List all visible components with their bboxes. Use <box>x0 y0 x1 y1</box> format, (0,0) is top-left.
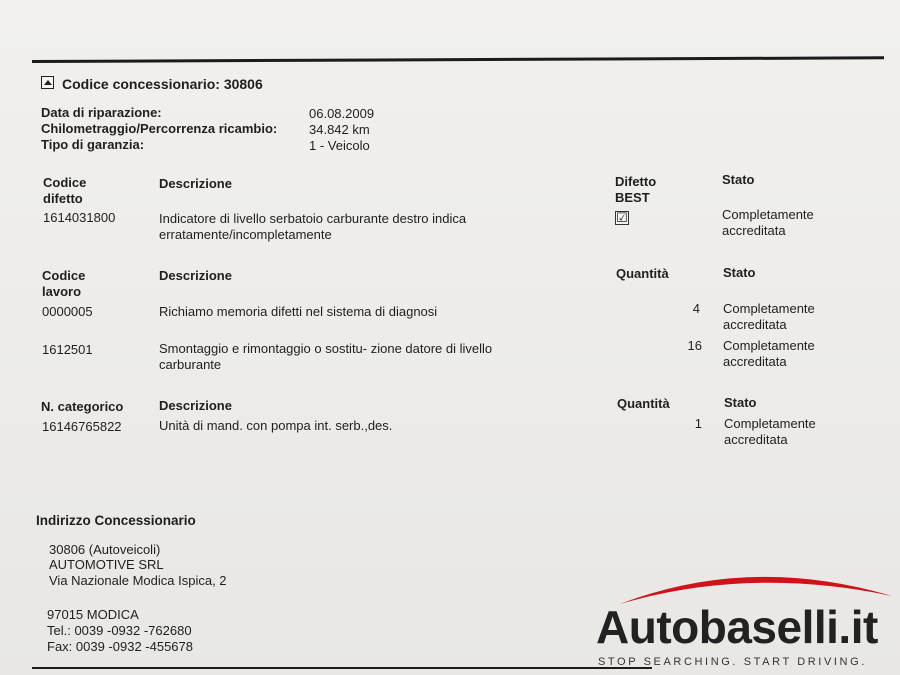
address-line-2: AUTOMOTIVE SRL <box>49 557 164 572</box>
dealer-fax: Fax: 0039 -0932 -455678 <box>47 639 193 654</box>
parts-status-header: Stato <box>724 395 757 410</box>
dealer-code-title: Codice concessionario: 30806 <box>62 76 263 92</box>
top-rule <box>32 56 884 63</box>
defect-description-header: Descrizione <box>159 176 232 191</box>
defect-description-line2: erratamente/incompletamente <box>159 227 332 242</box>
repair-date-label: Data di riparazione: <box>41 105 162 120</box>
defect-best-header-line2: BEST <box>615 190 650 205</box>
labor-status-header: Stato <box>723 265 756 280</box>
parts-quantity: 1 <box>694 416 702 431</box>
labor-quantity: 16 <box>687 338 702 353</box>
labor-description-line2: carburante <box>159 357 222 372</box>
dealer-phone: Tel.: 0039 -0932 -762680 <box>47 623 192 638</box>
warranty-type-label: Tipo di garanzia: <box>41 137 145 152</box>
parts-code: 16146765822 <box>42 419 122 434</box>
labor-quantity-header: Quantità <box>616 266 669 281</box>
labor-code: 1612501 <box>42 342 93 357</box>
parts-description: Unità di mand. con pompa int. serb.,des. <box>159 418 393 433</box>
parts-code-header: N. categorico <box>41 399 124 414</box>
labor-description-header: Descrizione <box>159 268 232 283</box>
labor-status: Completamente <box>723 338 815 353</box>
labor-quantity: 4 <box>692 301 700 316</box>
defect-code: 1614031800 <box>43 210 116 225</box>
address-line-1: 30806 (Autoveicoli) <box>49 542 161 557</box>
watermark-brand: Autobaselli.it <box>596 601 878 653</box>
repair-date-value: 06.08.2009 <box>309 106 375 121</box>
labor-code-header: Codice <box>42 268 86 283</box>
labor-status-line2: accreditata <box>723 354 787 369</box>
bottom-rule <box>32 667 652 669</box>
defect-code-header-line2: difetto <box>43 191 83 206</box>
labor-status-line2: accreditata <box>723 317 787 332</box>
labor-code: 0000005 <box>42 304 93 319</box>
labor-description: Richiamo memoria difetti nel sistema di diagnosi <box>159 304 438 319</box>
defect-description: Indicatore di livello serbatoio carburante destro indica <box>159 211 467 226</box>
defect-status: Completamente <box>722 207 814 222</box>
labor-status: Completamente <box>723 301 815 316</box>
parts-status-line2: accreditata <box>724 432 788 447</box>
address-city: 97015 MODICA <box>47 607 139 622</box>
best-defect-checkbox[interactable]: ☑ <box>616 210 628 225</box>
warranty-type-value: 1 - Veicolo <box>309 138 370 153</box>
labor-code-header-line2: lavoro <box>42 284 82 299</box>
defect-status-line2: accreditata <box>722 223 786 238</box>
parts-description-header: Descrizione <box>159 398 232 413</box>
mileage-label: Chilometraggio/Percorrenza ricambio: <box>41 121 278 136</box>
defect-code-header: Codice <box>43 175 87 190</box>
dealer-address-title: Indirizzo Concessionario <box>36 513 196 528</box>
labor-description: Smontaggio e rimontaggio o sostitu- zione datore di livello <box>159 341 493 356</box>
parts-quantity-header: Quantità <box>617 396 670 411</box>
parts-status: Completamente <box>724 416 816 431</box>
address-line-3: Via Nazionale Modica Ispica, 2 <box>49 573 227 588</box>
collapse-up-icon[interactable] <box>41 76 54 89</box>
defect-best-header: Difetto <box>615 174 657 189</box>
mileage-value: 34.842 km <box>309 122 370 137</box>
watermark-tagline: STOP SEARCHING. START DRIVING. <box>598 656 867 668</box>
defect-status-header: Stato <box>722 172 755 187</box>
